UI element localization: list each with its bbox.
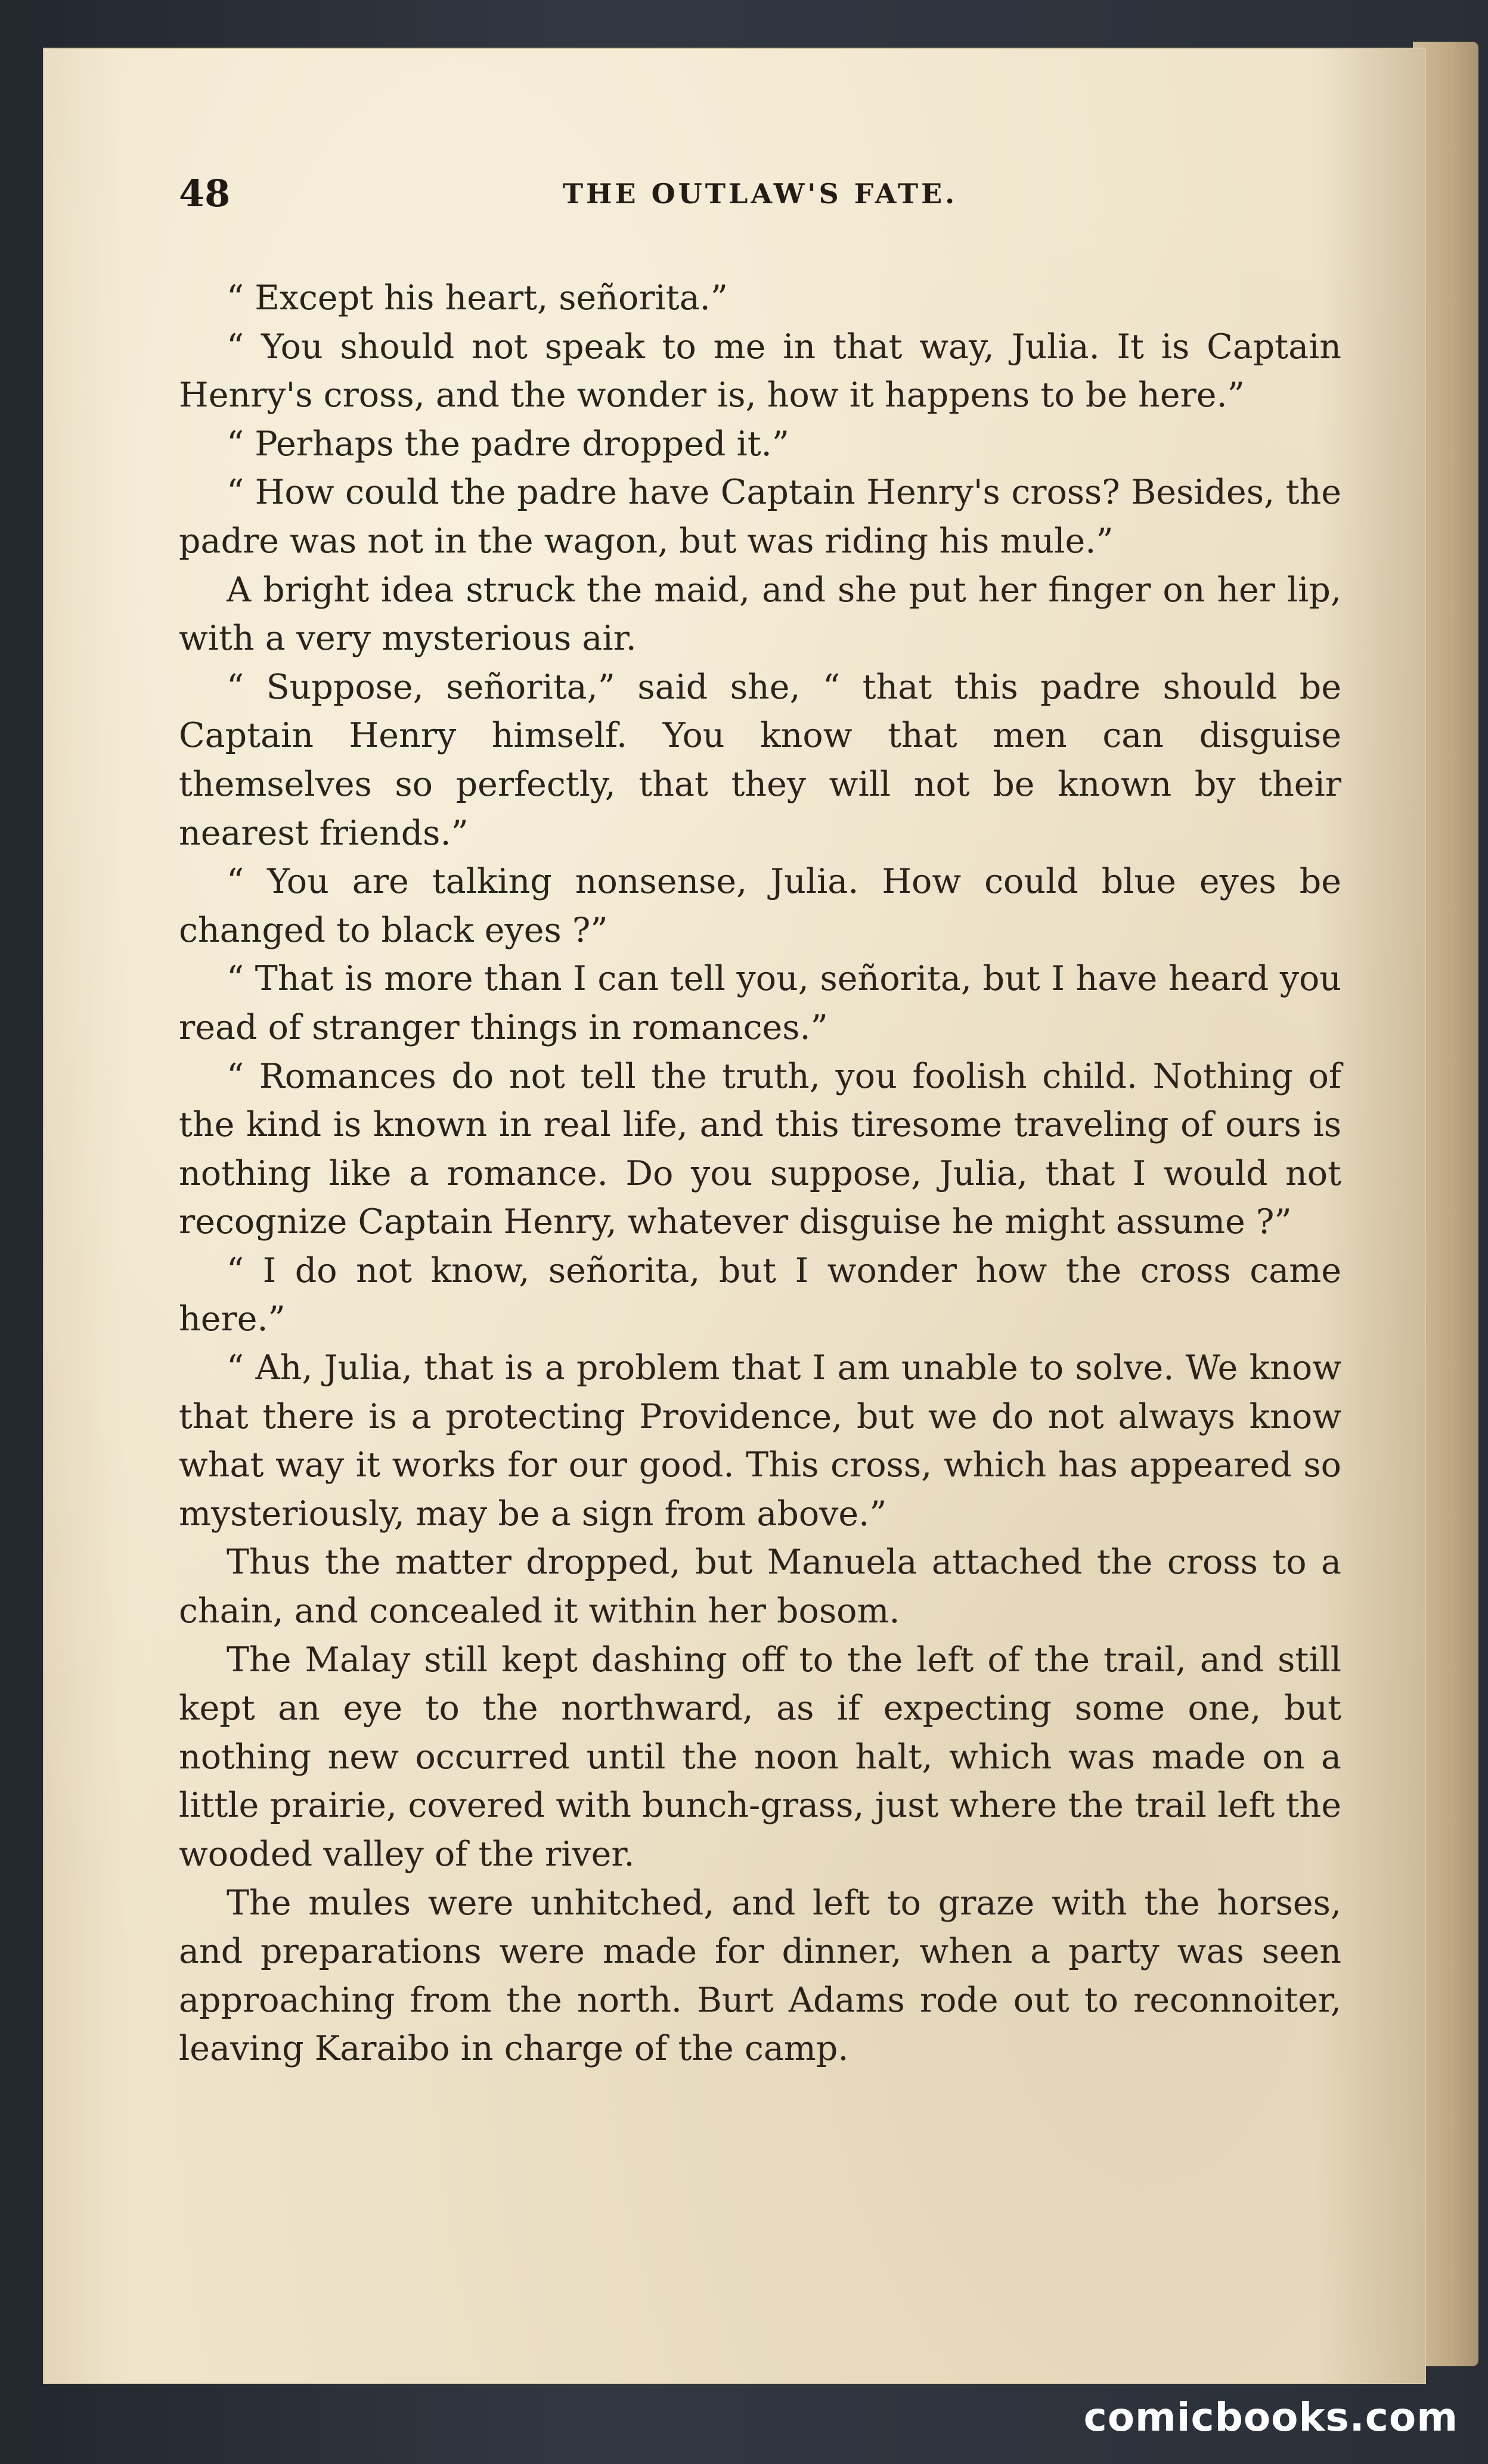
body-text xyxy=(179,274,1341,2074)
paragraph: The Malay still kept dashing off to the left of the trail, and still kept an eye to the northward, as if expecting some one, but nothing new occurred until the noon halt, which was made on a little prairie, covered with bunch-grass, just where the trail left the wooded valley of the river. xyxy=(179,1640,1341,1874)
paragraph: The mules were unhitched, and left to graze with the horses, and preparations were made for dinner, when a party was seen approaching from the north. Burt Adams rode out to reconnoiter, leaving Karaibo in charge of the camp. xyxy=(179,1883,1341,2069)
paragraph: “ I do not know, señorita, but I wonder how the cross came here.” xyxy=(179,1250,1341,1339)
paragraph: “ Romances do not tell the truth, you foolish child. Nothing of the kind is known in real life, and this tiresome traveling of ours is nothing like a romance. Do you suppose, Julia, that I would not recognize Captain Henry, whatever disguise he might assume ?” xyxy=(179,1056,1341,1242)
paragraph: “ Perhaps the padre dropped it.” xyxy=(227,424,789,464)
paragraph: “ Ah, Julia, that is a problem that I am unable to solve. We know that there is a protecting Providence, but we do not always know what way it works for our good. This cross, which has appeared so mysteriously, may be a sign from above.” xyxy=(179,1348,1341,1534)
paragraph: “ You should not speak to me in that way, Julia. It is Captain Henry's cross, and the wonder is, how it happens to be here.” xyxy=(179,327,1341,415)
paragraph: “ Suppose, señorita,” said she, “ that this padre should be Captain Henry himself. You know that men can disguise themselves so perfectly, that they will not be known by their nearest friends.” xyxy=(179,667,1341,853)
running-title: THE OUTLAW'S FATE. xyxy=(562,178,958,210)
paragraph: Thus the matter dropped, but Manuela attached the cross to a chain, and concealed it within her bosom. xyxy=(179,1543,1341,1631)
paragraph: A bright idea struck the maid, and she put her finger on her lip, with a very mysterious air. xyxy=(179,570,1341,659)
paragraph: “ That is more than I can tell you, señorita, but I have heard you read of stranger things in romances.” xyxy=(179,959,1341,1047)
running-header xyxy=(179,161,1341,226)
paragraph: “ Except his heart, señorita.” xyxy=(227,278,728,318)
page-number: 48 xyxy=(179,172,231,215)
site-watermark: comicbooks.com xyxy=(1083,2394,1458,2440)
paragraph: “ You are talking nonsense, Julia. How could blue eyes be changed to black eyes ?” xyxy=(179,862,1341,950)
paragraph: “ How could the padre have Captain Henry's cross? Besides, the padre was not in the wagon, but was riding his mule.” xyxy=(179,473,1341,561)
